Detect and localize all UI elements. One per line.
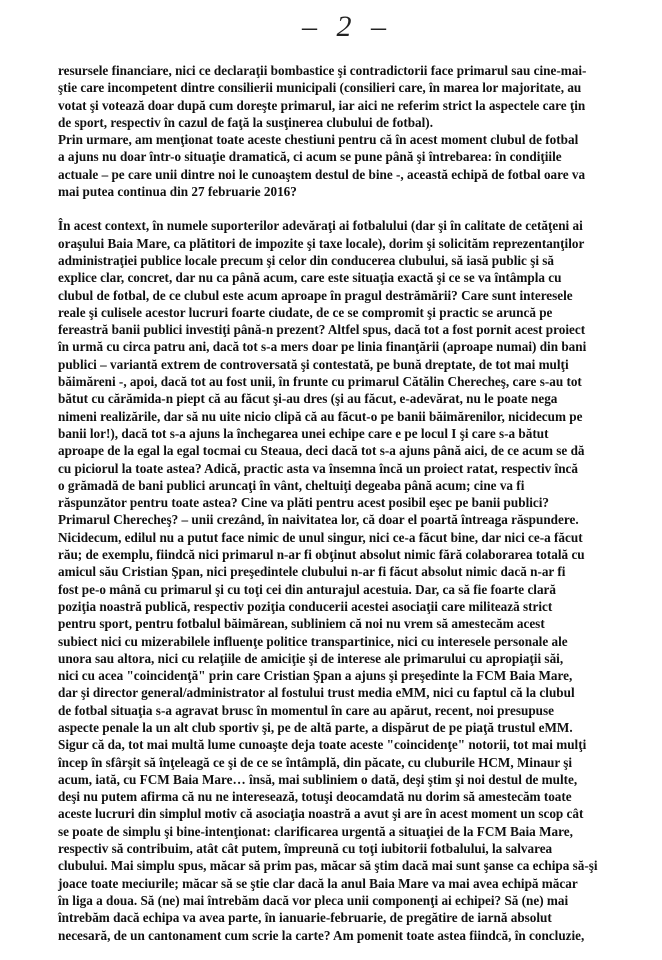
- text-line: Nicidecum, edilul nu a putut face nimic de unul singur, nici ce-a făcut bine, dar nici ce-a făcut: [58, 529, 583, 545]
- page-number: – 2 –: [302, 10, 392, 43]
- text-line: Prin urmare, am menţionat toate aceste chestiuni pentru că în acest moment clubul de fotbal: [58, 132, 579, 148]
- text-line: banii lor!), dacă tot s-a ajuns la închegarea unei echipe care e pe locul I şi care s-a bătut: [58, 425, 549, 441]
- text-line: oraşului Baia Mare, ca plătitori de impozite şi taxe locale), dorim şi solicităm reprezentanţilor: [58, 235, 585, 251]
- text-line: nimeni realizările, dar să nu uite nicio clipă că au făcut-o pe banii băimărenilor, nicidecum pe: [58, 408, 583, 424]
- text-line: de sport, respectiv în cazul de faţă la susţinerea clubului de fotbal).: [58, 114, 433, 130]
- text-line: de fotbal situaţia s-a agravat brusc în momentul în care au apărut, recent, noi presupuse: [58, 702, 555, 718]
- text-line: resursele financiare, nici ce declaraţii bombastice şi contradictorii face primarul sau cine-mai-: [58, 63, 587, 78]
- text-line: în liga a doua. Să (ne) mai întrebăm dacă vor pleca unii componenţi ai echipei? Să (ne) mai: [58, 892, 569, 908]
- text-line: fost pe-o mână cu primarul şi cu toţi cei din anturajul acestuia. Dar, ca să fie foarte clară: [58, 581, 557, 597]
- text-line: clubului. Mai simplu spus, măcar să prim pas, măcar să ştim dacă mai sunt şanse ca echipa să-şi: [58, 858, 598, 874]
- text-line: nici cu acea "coincidenţă" prin care Cristian Şpan a ajuns şi preşedinte la FCM Baia Mare,: [58, 668, 573, 684]
- text-line: necesară, de un cantonament cum scrie la carte? Am pomenit toate astea fiindcă, în concluzie,: [58, 927, 585, 943]
- text-line: cu piciorul la toate astea? Adică, practic asta va însemna încă un proiect ratat, respectiv încă: [58, 460, 578, 476]
- paragraph: [58, 217, 636, 943]
- text-line: reale şi culisele acestor lucruri foarte ciudate, de ce se compromit şi practic se aruncă pe: [58, 304, 553, 320]
- text-line: explice clar, concret, dar nu ca până acum, care este situaţia exactă şi ce se va întâmpla cu: [58, 270, 562, 286]
- text-line: încep în sfârşit să înţeleagă ce şi de ce se întâmplă, din păcate, cu cluburile HCM, Minaur şi: [58, 754, 573, 770]
- text-line: în urmă cu circa patru ani, dacă tot s-a mers doar pe linia finanţării (aproape numai) din bani: [58, 339, 587, 355]
- paragraph-spacer: [58, 200, 636, 217]
- text-line: răspunzător pentru toate astea? Cine va plăti pentru acest posibil eşec pe banii publici?: [58, 495, 550, 511]
- document-body: [58, 62, 636, 944]
- text-line: Sigur că da, tot mai multă lume cunoaşte deja toate aceste "coincidenţe" notorii, tot mai mulţi: [58, 737, 587, 753]
- text-line: publici – variantă extrem de controversată şi contestată, pe bună dreptate, de tot mai mulţi: [58, 356, 569, 372]
- text-line: pentru sport, pentru fotbalul băimărean, subliniem că noi nu vrem să amestecăm acest: [58, 616, 545, 632]
- paragraph: [58, 131, 636, 200]
- text-line: votat şi votează doar după cum doreşte primarul, iar aici ne referim strict la aspectele care ţin: [58, 97, 586, 113]
- text-line: aspecte penale la un alt club sportiv şi, pe de altă parte, a dispărut de pe piaţă trustul eMM.: [58, 719, 573, 735]
- text-line: dar şi director general/administrator al fostului trust media eMM, nici cu faptul că la clubul: [58, 685, 575, 701]
- text-line: respectiv să contribuim, atât cât putem, împreună cu toţi iubitorii fotbalului, la salvarea: [58, 841, 553, 857]
- text-line: rău; de exemplu, fiindcă nici primarul n-ar fi obţinut absolut nimic fără colaborarea totală cu: [58, 547, 585, 563]
- text-line: a ajuns nu doar într-o situaţie dramatică, ci acum se pune până şi întrebarea: în condiţiile: [58, 149, 562, 165]
- text-line: ştie care incompetent dintre consilierii municipali (consilieri care, în marea lor majoritate, au: [58, 80, 582, 96]
- text-line: se poate de simplu şi bine-intenţionat: clarificarea urgentă a situaţiei de la FCM Baia Mare,: [58, 823, 573, 839]
- text-line: În acest context, în numele suporterilor adevăraţi ai fotbalului (dar şi în calitate de cetăţeni ai: [58, 218, 583, 234]
- text-line: joace toate meciurile; măcar să se ştie clar dacă la anul Baia Mare va mai avea echipă măcar: [58, 875, 578, 891]
- text-line: clubul de fotbal, de ce clubul este acum aproape în pragul destrămării? Care sunt interesele: [58, 287, 573, 303]
- text-line: băimăreni -, apoi, dacă tot au fost unii, în frunte cu primarul Cătălin Cherecheş, care s-au tot: [58, 374, 582, 390]
- text-line: actuale – pe care unii dintre noi le cunoaştem destul de bine -, această echipă de fotbal oare va: [58, 166, 586, 182]
- text-line: amicul său Cristian Şpan, nici preşedintele clubului n-ar fi făcut absolut nimic dacă n-ar fi: [58, 564, 566, 580]
- text-line: Primarul Cherecheş? – unii crezând, în naivitatea lor, că doar el poartă întreaga răspundere.: [58, 512, 579, 528]
- text-line: unora sau altora, nici cu relaţiile de amiciţie şi de interese ale primarului cu apropiaţii săi,: [58, 650, 564, 666]
- text-line: aceste lucruri din simplul motiv că asociaţia noastră a avut şi are în acest moment un scop cât: [58, 806, 584, 822]
- text-line: bătut cu cărămida-n piept că au făcut şi-au dres (şi au făcut, e-adevărat, nu le poate nega: [58, 391, 558, 407]
- text-line: poziţia noastră publică, respectiv poziţia conducerii acestei asociaţii care militează strict: [58, 598, 553, 614]
- text-line: fereastră banii publici investiţi până-n prezent? Altfel spus, dacă tot a fost pornit acest proiect: [58, 322, 586, 338]
- text-line: o grămadă de bani publici aruncaţi în vânt, cheltuiţi degeaba până acum; cine va fi: [58, 477, 525, 493]
- text-line: aproape de la egal la egal tocmai cu Steaua, deci dacă tot s-a ajuns până aici, de ce acum se dă: [58, 443, 585, 459]
- paragraph: [58, 62, 636, 131]
- text-line: acum, iată, cu FCM Baia Mare… însă, mai subliniem o dată, deşi ştim şi noi destul de multe,: [58, 771, 578, 787]
- text-line: întrebăm dacă echipa va avea parte, în ianuarie-februarie, de pregătire de iarnă absolut: [58, 910, 552, 926]
- text-line: administraţiei publice locale precum şi celor din conducerea clubului, să iasă public şi să: [58, 252, 555, 268]
- text-line: mai putea continua din 27 februarie 2016?: [58, 184, 297, 200]
- text-line: deşi nu putem afirma că nu ne interesează, totuşi deocamdată nu dorim să amestecăm toate: [58, 789, 572, 805]
- text-line: subiect nici cu mizerabilele influenţe politice transpartinice, nici cu interesele personale ale: [58, 633, 568, 649]
